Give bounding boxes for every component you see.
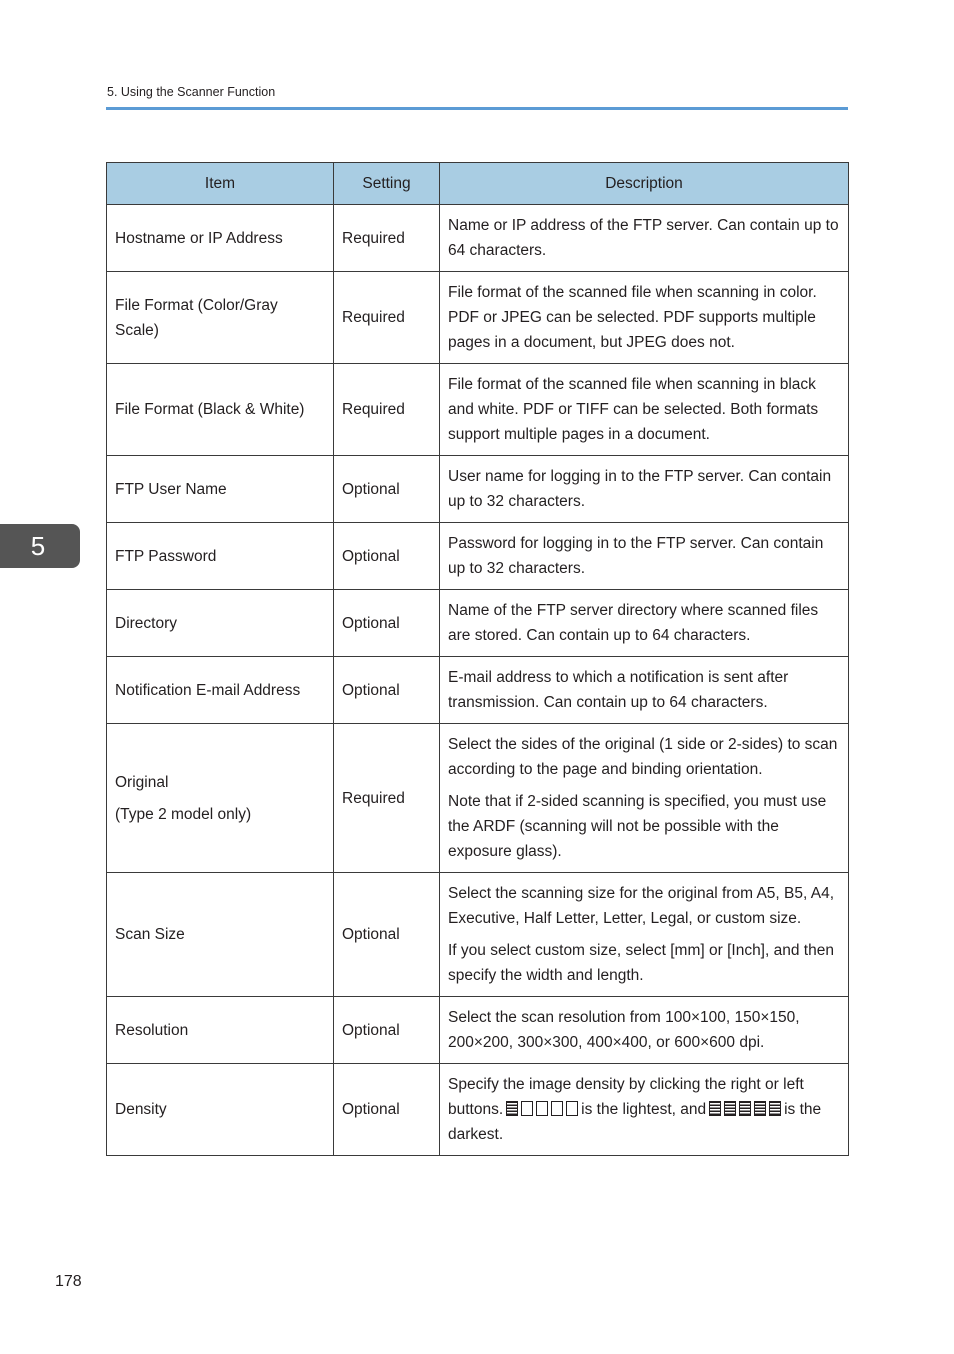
header-rule bbox=[106, 107, 848, 110]
table-row bbox=[107, 1064, 849, 1156]
setting-cell: Optional bbox=[334, 657, 440, 724]
description-cell bbox=[440, 456, 849, 523]
density-text-middle: is the lightest, and bbox=[581, 1101, 707, 1118]
description-cell bbox=[440, 205, 849, 272]
description-cell bbox=[440, 364, 849, 456]
description-note: If you select custom size, select [mm] or [Inch], and then specify the width and length. bbox=[448, 942, 834, 984]
table-row bbox=[107, 997, 849, 1064]
table-row bbox=[107, 724, 849, 873]
description-text: Select the scan resolution from 100×100, 150×150, 200×200, 300×300, 400×400, or 600×600 dpi. bbox=[448, 1009, 800, 1051]
chapter-tab: 5 bbox=[0, 524, 80, 568]
table-row bbox=[107, 590, 849, 657]
description-text: Name of the FTP server directory where scanned files are stored. Can contain up to 64 characters. bbox=[448, 602, 819, 644]
table-row bbox=[107, 205, 849, 272]
setting-cell: Required bbox=[334, 205, 440, 272]
item-cell: File Format (Black & White) bbox=[107, 364, 334, 456]
description-cell bbox=[440, 657, 849, 724]
setting-cell: Optional bbox=[334, 456, 440, 523]
column-header-description: Description bbox=[440, 163, 849, 205]
setting-cell: Optional bbox=[334, 523, 440, 590]
density-text-before: Specify the image density by clicking the right or left buttons. bbox=[448, 1076, 804, 1118]
item-note: (Type 2 model only) bbox=[115, 805, 252, 823]
setting-cell: Required bbox=[334, 364, 440, 456]
description-cell bbox=[440, 523, 849, 590]
item-cell bbox=[107, 724, 334, 873]
item-cell: Directory bbox=[107, 590, 334, 657]
item-cell: Density bbox=[107, 1064, 334, 1156]
description-text: Password for logging in to the FTP server. Can contain up to 32 characters. bbox=[448, 535, 824, 577]
column-header-item: Item bbox=[107, 163, 334, 205]
table-row bbox=[107, 364, 849, 456]
description-cell bbox=[440, 997, 849, 1064]
description-text: File format of the scanned file when scanning in black and white. PDF or TIFF can be selected. Both formats support multiple pages in a document. bbox=[448, 376, 819, 443]
table-row bbox=[107, 272, 849, 364]
description-cell bbox=[440, 272, 849, 364]
setting-cell: Required bbox=[334, 724, 440, 873]
density-darkest-icon bbox=[709, 1101, 781, 1116]
table-row bbox=[107, 657, 849, 724]
setting-cell: Required bbox=[334, 272, 440, 364]
column-header-setting: Setting bbox=[334, 163, 440, 205]
description-text: File format of the scanned file when scanning in color. PDF or JPEG can be selected. PDF supports multiple pages in a document, but JPEG does not. bbox=[448, 284, 817, 351]
table-header-row bbox=[107, 163, 849, 205]
description-note: Note that if 2-sided scanning is specified, you must use the ARDF (scanning will not be possible with the exposure glass). bbox=[448, 793, 827, 860]
density-text-after: is the darkest. bbox=[448, 1101, 822, 1143]
description-text: Select the scanning size for the original from A5, B5, A4, Executive, Half Letter, Letter, Legal, or custom size. bbox=[448, 885, 834, 927]
item-cell: Hostname or IP Address bbox=[107, 205, 334, 272]
description-cell bbox=[440, 590, 849, 657]
description-cell bbox=[440, 724, 849, 873]
item-cell: Scan Size bbox=[107, 873, 334, 997]
setting-cell: Optional bbox=[334, 997, 440, 1064]
running-header: 5. Using the Scanner Function bbox=[107, 85, 276, 99]
item-cell: Notification E-mail Address bbox=[107, 657, 334, 724]
item-cell: FTP User Name bbox=[107, 456, 334, 523]
description-cell bbox=[440, 1064, 849, 1156]
description-text bbox=[448, 1072, 840, 1147]
page-number: 178 bbox=[55, 1273, 82, 1290]
item-text: Original bbox=[115, 773, 169, 791]
description-text: User name for logging in to the FTP server. Can contain up to 32 characters. bbox=[448, 468, 832, 510]
item-cell: File Format (Color/Gray Scale) bbox=[107, 272, 334, 364]
density-lightest-icon bbox=[506, 1101, 578, 1116]
setting-cell: Optional bbox=[334, 1064, 440, 1156]
ftp-settings-table bbox=[106, 162, 849, 1156]
description-text: Select the sides of the original (1 side or 2-sides) to scan according to the page and binding orientation. bbox=[448, 736, 838, 778]
setting-cell: Optional bbox=[334, 873, 440, 997]
item-cell: Resolution bbox=[107, 997, 334, 1064]
description-text: E-mail address to which a notification is sent after transmission. Can contain up to 64 characters. bbox=[448, 669, 789, 711]
table-row bbox=[107, 456, 849, 523]
description-text: Name or IP address of the FTP server. Can contain up to 64 characters. bbox=[448, 217, 839, 259]
table-row bbox=[107, 873, 849, 997]
description-cell bbox=[440, 873, 849, 997]
setting-cell: Optional bbox=[334, 590, 440, 657]
table-row bbox=[107, 523, 849, 590]
item-cell: FTP Password bbox=[107, 523, 334, 590]
